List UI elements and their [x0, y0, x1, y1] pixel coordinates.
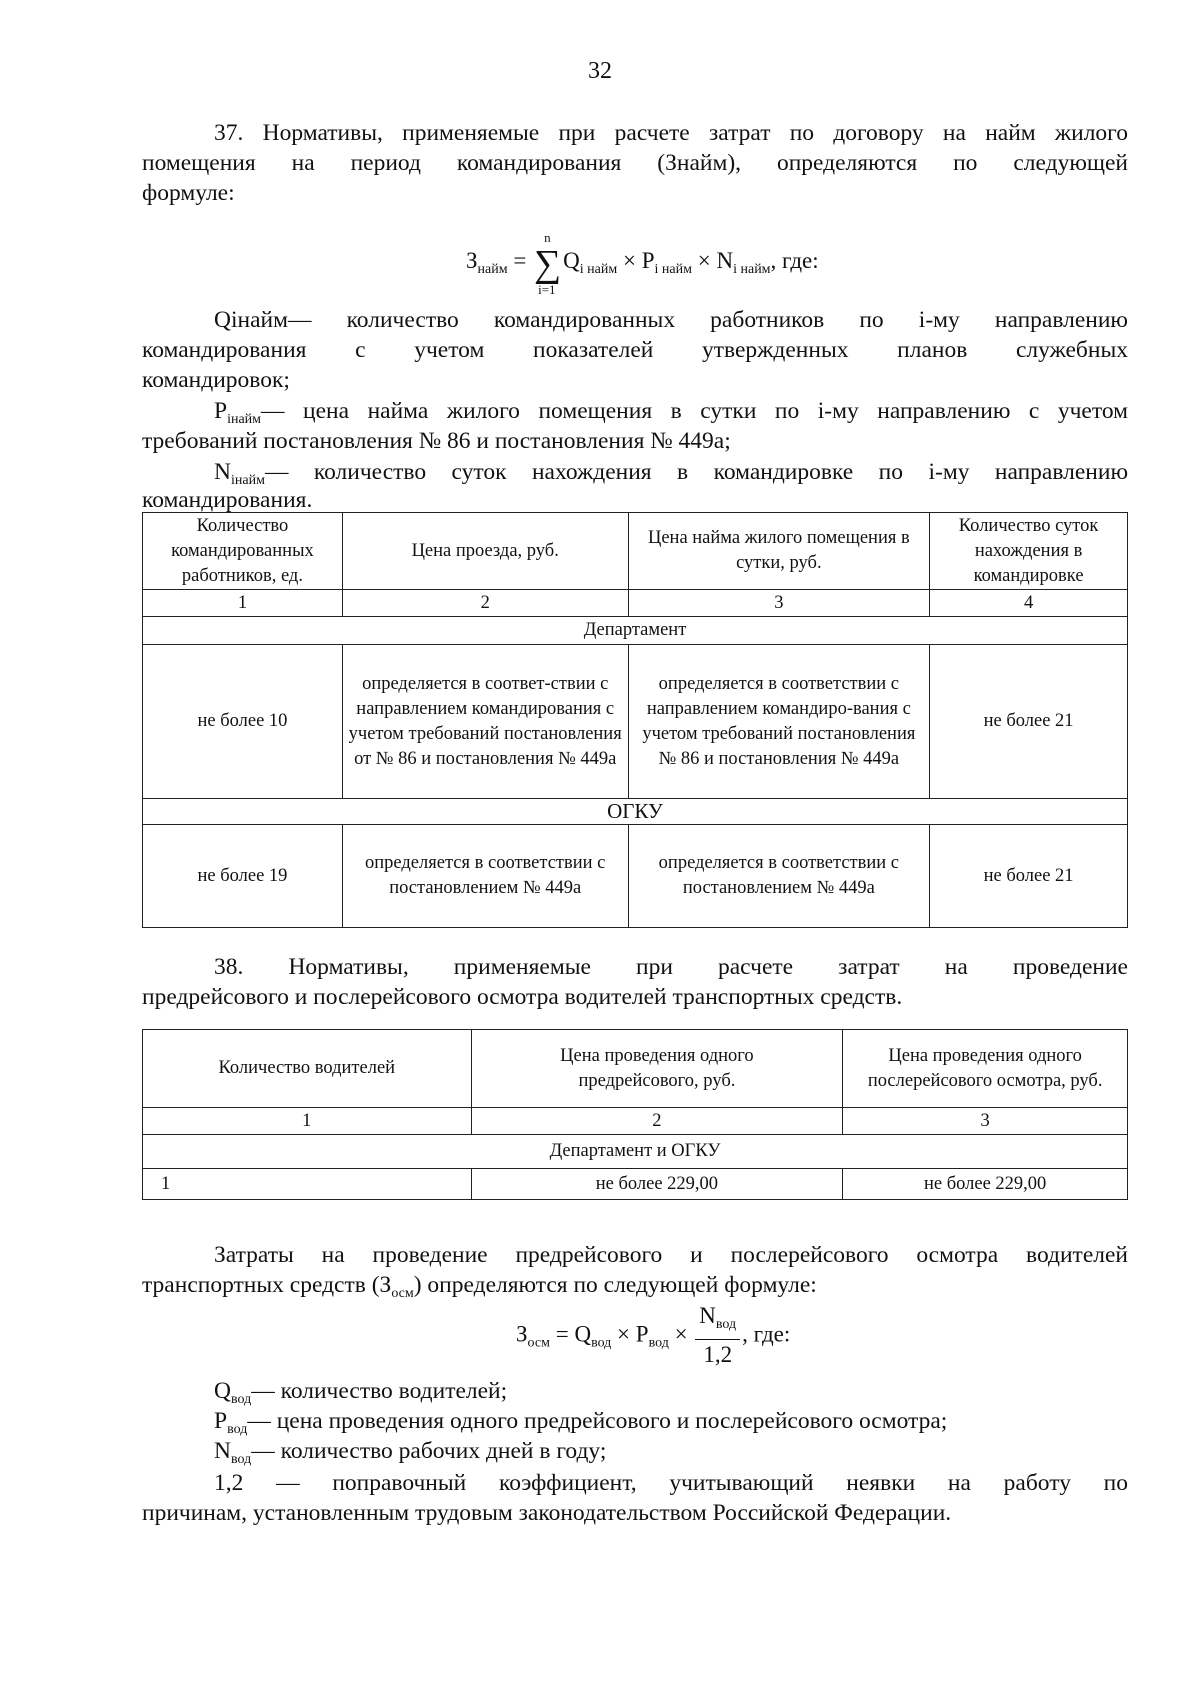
- cost-text-part: транспортных средств (З: [142, 1272, 392, 1298]
- definition-symbol: N: [214, 1438, 231, 1464]
- formula-lhs-sub: найм: [477, 262, 508, 277]
- group-row-department: [143, 617, 1128, 645]
- coefficient-line-2: причинам, установленным трудовым законодательством Российской Федерации.: [142, 1500, 952, 1526]
- definition-q-line-1: [142, 305, 1128, 335]
- column-number: 1: [143, 590, 343, 617]
- table-cell: определяется в соответ-ствии с направлением командирования с учетом требований постановления от № 86 и постановления № 449а: [342, 645, 628, 799]
- group-title: ОГКУ: [143, 799, 1128, 825]
- column-number: 4: [930, 590, 1128, 617]
- formula-n-sub: вод: [715, 1317, 737, 1332]
- definition-text: — цена найма жилого помещения в сутки по i-му направлению с учетом: [261, 398, 1128, 424]
- column-number: 1: [143, 1108, 472, 1135]
- column-number: 2: [471, 1108, 843, 1135]
- definition-text: — количество рабочих дней в году;: [251, 1438, 607, 1464]
- formula-lhs: З: [466, 248, 478, 273]
- table-header-row: [143, 1030, 1128, 1108]
- group-row-department-ogku: [143, 1135, 1128, 1169]
- sum-symbol: [534, 230, 562, 297]
- formula-lhs-sub: осм: [527, 1335, 550, 1351]
- sum-upper-limit: n: [544, 230, 551, 245]
- table-row: [143, 645, 1128, 799]
- formula-q: Q: [574, 1321, 592, 1347]
- column-number-row: [143, 590, 1128, 617]
- definition-text: — количество командированных работников по i-му направлению: [287, 307, 1128, 333]
- times-sign: ×: [697, 248, 711, 273]
- formula-zosm: [516, 1302, 790, 1370]
- column-number: 3: [628, 590, 930, 617]
- group-row-ogku: [143, 799, 1128, 825]
- definition-n-line-2: командирования.: [142, 487, 313, 513]
- formula-p-sub: вод: [648, 1335, 669, 1351]
- column-number: 3: [843, 1108, 1128, 1135]
- coefficient-line-1: 1,2 — поправочный коэффициент, учитывающий неявки на работу по: [214, 1470, 1128, 1496]
- fraction-numerator: [695, 1302, 740, 1340]
- definition-symbol: N: [214, 459, 231, 485]
- column-number: 2: [342, 590, 628, 617]
- definition-text: — цена проведения одного предрейсового и послерейсового осмотра;: [247, 1408, 948, 1434]
- table-row: [143, 1169, 1128, 1200]
- formula-equals: =: [555, 1321, 569, 1347]
- sum-lower-limit: i=1: [538, 282, 556, 297]
- definition-sub: вод: [230, 1392, 252, 1407]
- table-driver-inspection: [142, 1029, 1128, 1200]
- definition-sub: iнайм: [230, 473, 265, 488]
- table-cell: определяется в соответствии с направлением командиро-вания с учетом требований постановления № 86 и постановления № 449а: [628, 645, 930, 799]
- fraction-denominator: 1,2: [703, 1342, 733, 1367]
- table-cell: не более 19: [143, 825, 343, 928]
- header-cell: Цена проведения одного предрейсового, руб.: [471, 1030, 843, 1108]
- definition-q-line-2: командирования с учетом показателей утвержденных планов служебных: [142, 337, 1128, 363]
- formula-n-sub: i найм: [733, 262, 771, 277]
- cost-text-sub: осм: [391, 1286, 414, 1301]
- formula-p: P: [641, 248, 655, 273]
- formula-p: P: [635, 1321, 649, 1347]
- table-cell: не более 229,00: [471, 1169, 843, 1200]
- section-37-line-3: формуле:: [142, 180, 235, 206]
- header-cell: Количество командированных работников, ед.: [143, 513, 343, 590]
- header-cell: Цена найма жилого помещения в сутки, руб.: [628, 513, 930, 590]
- formula-lhs: З: [516, 1321, 528, 1347]
- times-sign: ×: [674, 1321, 688, 1347]
- definition-symbol: P: [214, 1408, 228, 1434]
- definition-sub: iнайм: [227, 412, 262, 427]
- times-sign: ×: [617, 1321, 631, 1347]
- formula-p-sub: i найм: [654, 262, 692, 277]
- definition-symbol: P: [214, 398, 228, 424]
- cost-text-part: ) определяются по следующей формуле:: [413, 1272, 817, 1298]
- definition-symbol: Q: [214, 1378, 231, 1404]
- section-37-line-2: помещения на период командирования (Знайм), определяются по следующей: [142, 150, 1128, 176]
- formula-q-sub: i найм: [579, 262, 618, 277]
- section-38-line-1: 38. Нормативы, применяемые при расчете затрат на проведение: [214, 954, 1128, 980]
- times-sign: ×: [623, 248, 636, 273]
- definition-sub: вод: [230, 1452, 252, 1467]
- header-cell: Количество суток нахождения в командировке: [930, 513, 1128, 590]
- formula-znaim: [466, 230, 819, 297]
- definition-symbol: Qiнайм: [214, 307, 288, 333]
- table-cell: определяется в соответствии с постановлением № 449а: [342, 825, 628, 928]
- table-cell: определяется в соответствии с постановлением № 449а: [628, 825, 930, 928]
- section-37-line-1: 37. Нормативы, применяемые при расчете затрат по договору на найм жилого: [214, 120, 1128, 146]
- definition-text: — количество водителей;: [251, 1378, 508, 1404]
- table-header-row: [143, 513, 1128, 590]
- header-cell: Цена проведения одного послерейсового осмотра, руб.: [843, 1030, 1128, 1108]
- header-cell: Цена проезда, руб.: [342, 513, 628, 590]
- table-cell: 1: [143, 1169, 472, 1200]
- table-cell: не более 229,00: [843, 1169, 1128, 1200]
- fraction: [695, 1302, 740, 1370]
- group-title: Департамент: [143, 617, 1128, 645]
- formula-n: N: [699, 1303, 716, 1328]
- formula-suffix: , где:: [770, 248, 819, 273]
- header-cell: Количество водителей: [143, 1030, 472, 1108]
- table-cell: не более 21: [930, 645, 1128, 799]
- formula-n: N: [716, 248, 734, 273]
- definition-q-line-3: командировок;: [142, 367, 290, 393]
- definition-p-line-2: требований постановления № 86 и постановления № 449а;: [142, 428, 731, 454]
- table-cell: не более 10: [143, 645, 343, 799]
- table-travel-norms: [142, 512, 1128, 928]
- page-number: 32: [588, 58, 612, 84]
- formula-q: Q: [563, 248, 580, 273]
- definition-text: — количество суток нахождения в командировке по i-му направлению: [264, 459, 1128, 485]
- sigma: ∑: [534, 243, 562, 285]
- definition-sub: вод: [227, 1422, 248, 1437]
- formula-q-sub: вод: [591, 1335, 612, 1351]
- formula-suffix: , где:: [742, 1321, 791, 1347]
- table-row: [143, 825, 1128, 928]
- formula-equals: =: [513, 248, 527, 273]
- section-38-line-2: предрейсового и послерейсового осмотра водителей транспортных средств.: [142, 984, 903, 1010]
- column-number-row: [143, 1108, 1128, 1135]
- table-cell: не более 21: [930, 825, 1128, 928]
- cost-text-line-1: Затраты на проведение предрейсового и послерейсового осмотра водителей: [214, 1242, 1128, 1268]
- group-title: Департамент и ОГКУ: [143, 1135, 1128, 1169]
